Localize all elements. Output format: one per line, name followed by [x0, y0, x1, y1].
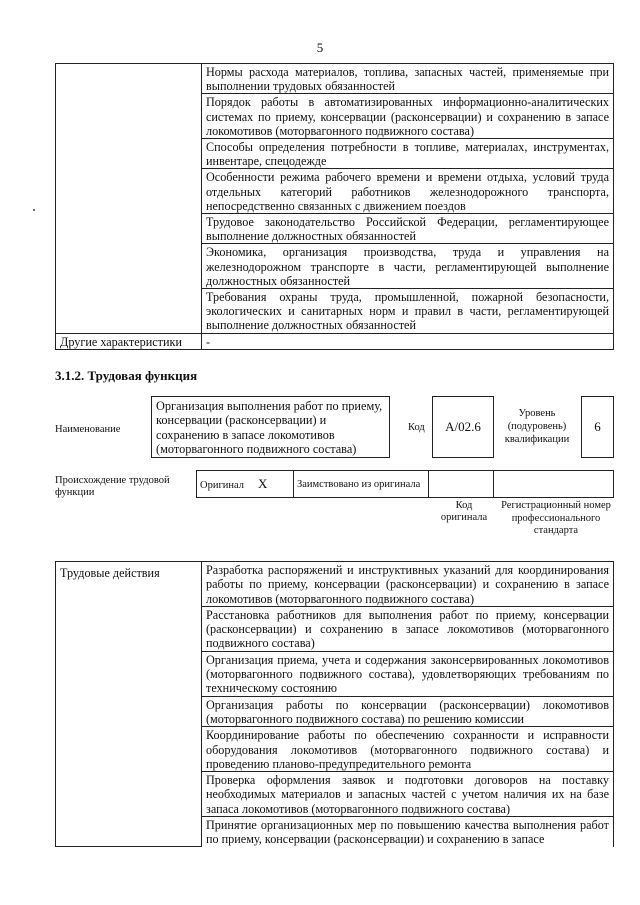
origin-label: Происхождение трудовой функции	[55, 475, 170, 498]
table-row	[197, 471, 614, 498]
origin-code-cell	[429, 471, 494, 498]
origin-code-label: Код оригинала	[440, 500, 488, 523]
knowledge-item: Особенности режима рабочего времени и времени отдыха, условий труда отдельных категорий работников железнодорожного транспорта, непосредственно связанных с движением поездов	[202, 169, 614, 214]
function-name-box: Организация выполнения работ по приему, консервации (расконсервации) и сохранению в запасе локомотивов (моторвагонного подвижного состава)	[151, 396, 390, 458]
borrowed-cell: Заимствовано из оригинала	[294, 471, 429, 498]
labor-action-item: Координирование работы по обеспечению сохранности и исправности оборудования локомотивов (моторвагонного подвижного состава) и проведению планово-предупредительного ремонта	[202, 727, 614, 772]
origin-table	[196, 470, 614, 498]
knowledge-item: Нормы расхода материалов, топлива, запасных частей, применяемые при выполнении трудовых обязанностей	[202, 64, 614, 94]
table-row	[56, 562, 614, 607]
code-label: Код	[408, 422, 425, 433]
labor-action-item: Расстановка работников для выполнения работ по приему, консервации (расконсервации) и сохранению в запасе локомотивов (моторвагонного подвижного состава)	[202, 606, 614, 651]
table-row	[56, 333, 614, 349]
labor-action-item: Принятие организационных мер по повышению качества выполнения работ по приему, консервации (расконсервации) и сохранению в запасе	[202, 817, 614, 847]
section-heading: 3.1.2. Трудовая функция	[55, 368, 198, 383]
reg-number-cell	[494, 471, 614, 498]
labor-action-item: Организация работы по консервации (расконсервации) локомотивов (моторвагонного подвижного состава) по решению комиссии	[202, 696, 614, 727]
page-number: 5	[316, 40, 324, 55]
reg-number-label: Регистрационный номер профессионального стандарта	[501, 500, 611, 536]
knowledge-item: Способы определения потребности в топливе, материалах, инструментах, инвентаре, спецодежде	[202, 139, 614, 169]
labor-actions-table	[55, 561, 614, 847]
knowledge-item: Трудовое законодательство Российской Федерации, регламентирующее выполнение должностных обязанностей	[202, 214, 614, 244]
original-mark: X	[258, 475, 268, 491]
labor-action-item: Организация приема, учета и содержания законсервированных локомотивов (моторвагонного подвижного состава), удовлетворяющих требованиям по техническому состоянию	[202, 651, 614, 696]
knowledge-item: Экономика, организация производства, труда и управления на железнодорожном транспорте в части, регламентирующей выполнение должностных обязанностей	[202, 244, 614, 289]
other-characteristics-value: -	[202, 333, 614, 349]
knowledge-table	[55, 63, 614, 350]
qualification-level-label: Уровень (подуровень) квалификации	[504, 408, 570, 445]
function-name-label: Наименование	[55, 424, 121, 435]
labor-action-item: Проверка оформления заявок и подготовки договоров на поставку необходимых материалов и запасных частей с учетом наличия их на базе запаса локомотивов (моторвагонного подвижного состава)	[202, 772, 614, 817]
labor-actions-label: Трудовые действия	[56, 562, 202, 847]
knowledge-label-cell	[56, 64, 202, 334]
other-characteristics-label: Другие характеристики	[56, 333, 202, 349]
code-box: А/02.6	[432, 396, 494, 458]
original-cell	[197, 471, 294, 498]
table-row	[56, 64, 614, 94]
qualification-level-box: 6	[581, 396, 614, 458]
labor-action-item: Разработка распоряжений и инструктивных указаний для координирования работы по приему, консервации (расконсервации) и сохранению в запасе локомотивов (моторвагонного подвижного состава)	[202, 562, 614, 607]
original-label: Оригинал	[200, 479, 244, 491]
knowledge-item: Порядок работы в автоматизированных информационно-аналитических системах по приему, консервации (расконсервации) и сохранению в запасе локомотивов (моторвагонного подвижного состава)	[202, 94, 614, 139]
scan-speck	[33, 209, 35, 211]
knowledge-item: Требования охраны труда, промышленной, пожарной безопасности, экологических и санитарных норм и правил в части, регламентирующей выполнение должностных обязанностей	[202, 289, 614, 334]
